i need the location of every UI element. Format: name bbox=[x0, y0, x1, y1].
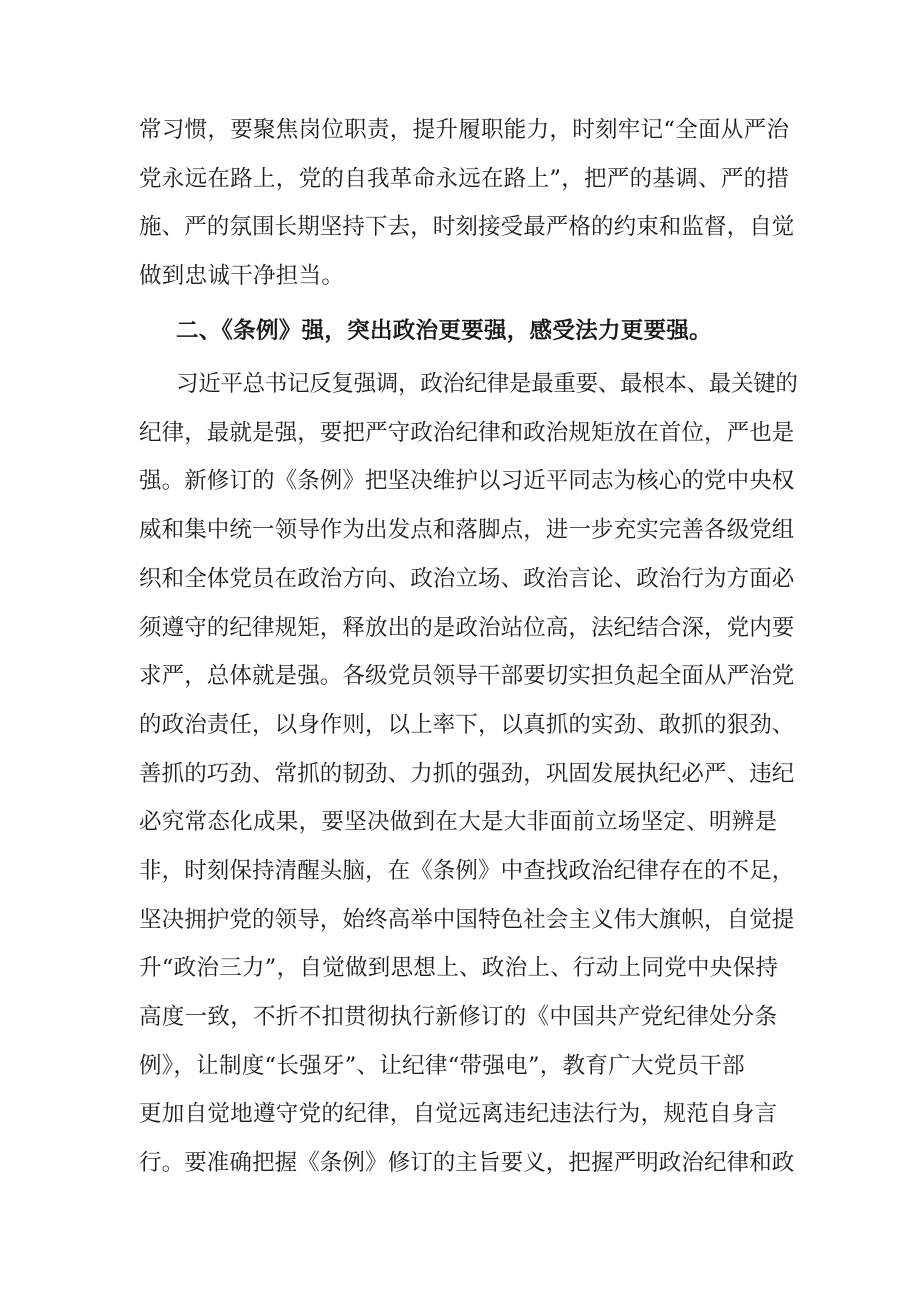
continuation-line-1: 常习惯，要聚焦岗位职责，提升履职能力，时刻牢记“全面从严治 bbox=[139, 117, 790, 143]
body-line-11: 非，时刻保持清醒头脑，在《条例》中查找政治纪律存在的不足， bbox=[139, 858, 795, 884]
body-line-13: 升“政治三力”，自觉做到思想上、政治上、行动上同党中央保持 bbox=[139, 955, 779, 981]
body-line-8: 的政治责任，以身作则，以上率下，以真抓的实劲、敢抓的狠劲、 bbox=[139, 712, 795, 738]
section-heading: 二、《条例》强，突出政治更要强，感受法力更要强。 bbox=[176, 318, 712, 344]
body-line-2: 纪律，最就是强，要把严守政治纪律和政治规矩放在首位，严也是 bbox=[139, 420, 795, 446]
body-line-6: 须遵守的纪律规矩，释放出的是政治站位高，法纪结合深，党内要 bbox=[139, 615, 795, 641]
continuation-line-3: 施、严的氛围长期坚持下去，时刻接受最严格的约束和监督，自觉 bbox=[139, 214, 795, 240]
body-line-14: 高度一致，不折不扣贯彻执行新修订的《中国共产党纪律处分条 bbox=[139, 1004, 778, 1030]
body-line-16: 更加自觉地遵守党的纪律，自觉远离违纪违法行为，规范自身言 bbox=[139, 1101, 778, 1127]
body-line-12: 坚决拥护党的领导，始终高举中国特色社会主义伟大旗帜，自觉提 bbox=[139, 907, 795, 933]
continuation-line-2: 党永远在路上，党的自我革命永远在路上”，把严的基调、严的措 bbox=[139, 166, 790, 192]
body-line-9: 善抓的巧劲、常抓的韧劲、力抓的强劲，巩固发展执纪必严、违纪 bbox=[139, 761, 795, 787]
body-line-3: 强。新修订的《条例》把坚决维护以习近平同志为核心的党中央权 bbox=[139, 468, 795, 494]
body-line-15: 例》，让制度“长强牙”、让纪律“带强电”，教育广大党员干部 bbox=[139, 1053, 745, 1079]
body-line-1: 习近平总书记反复强调，政治纪律是最重要、最根本、最关键的 bbox=[176, 371, 798, 397]
body-line-7: 求严，总体就是强。各级党员领导干部要切实担负起全面从严治党 bbox=[139, 663, 795, 689]
body-line-17: 行。要准确把握《条例》修订的主旨要义，把握严明政治纪律和政 bbox=[139, 1150, 795, 1176]
continuation-line-4: 做到忠诚干净担当。 bbox=[139, 263, 345, 289]
body-line-4: 威和集中统一领导作为出发点和落脚点，进一步充实完善各级党组 bbox=[139, 517, 795, 543]
body-line-5: 织和全体党员在政治方向、政治立场、政治言论、政治行为方面必 bbox=[139, 566, 795, 592]
body-line-10: 必究常态化成果，要坚决做到在大是大非面前立场坚定、明辨是 bbox=[139, 809, 778, 835]
